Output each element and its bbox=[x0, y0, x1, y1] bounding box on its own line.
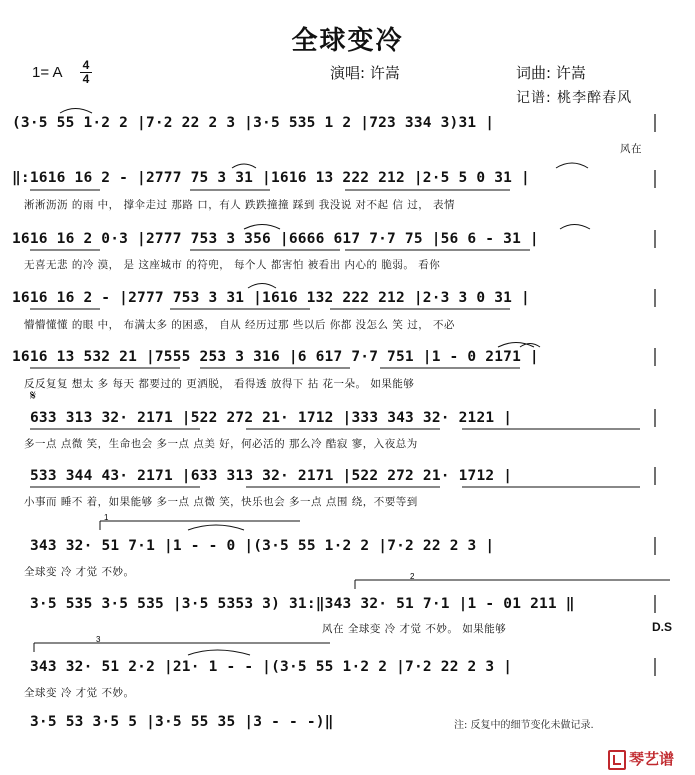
transcriber-credit: 记谱: 桃李醉春风 bbox=[516, 90, 633, 106]
lyrics-row-3: 懵懵懂懂 的眼 中， 布满太多 的困惑， 自从 经历过那 些以后 你都 没怎么 笑 过， 不必 bbox=[24, 319, 456, 331]
singer-credit: 演唱: 许嵩 bbox=[330, 64, 400, 82]
logo-icon bbox=[608, 750, 626, 770]
ds-marker: D.S bbox=[652, 620, 673, 634]
notes-row-6: 633 313 32· 2171 |522 272 21· 1712 |333 343 32· 2121 | bbox=[30, 410, 513, 426]
key-signature: 1= A bbox=[32, 64, 63, 81]
notes-row-1: (3·5 55 1·2 2 |7·2 22 2 3 |3·5 535 1 2 |723 334 3)31 | bbox=[12, 115, 495, 131]
footnote: 注: 反复中的细节变化未做记录. bbox=[454, 720, 594, 731]
lyrics-row-4: 反反复复 想太 多 每天 都要过的 更洒脱， 看得透 放得下 拈 花一朵。 如果能够 bbox=[24, 378, 415, 390]
time-signature-bottom: 4 bbox=[82, 72, 90, 86]
notes-row-7: 533 344 43· 2171 |633 313 32· 2171 |522 272 21· 1712 | bbox=[30, 468, 513, 484]
site-logo bbox=[608, 748, 674, 770]
volta-3 bbox=[34, 643, 330, 652]
lyrics-row-0: 风在 bbox=[620, 143, 642, 155]
volta-1-label: 1 bbox=[104, 513, 109, 522]
composer-credit: 词曲: 许嵩 bbox=[516, 64, 586, 82]
beam-lines bbox=[30, 190, 640, 487]
slur-marks bbox=[60, 109, 590, 656]
volta-2-label: 2 bbox=[410, 572, 415, 581]
volta-1 bbox=[100, 521, 300, 530]
notes-row-8: 343 32· 51 7·1 |1 - - 0 |(3·5 55 1·2 2 |7·2 22 2 3 | bbox=[30, 538, 495, 554]
lyrics-row-7: 全球变 冷 才觉 不妙。 bbox=[24, 566, 135, 578]
volta-2 bbox=[355, 580, 670, 589]
logo-text: 琴艺谱 bbox=[629, 750, 675, 768]
lyrics-row-2: 无喜无悲 的冷 漠， 是 这座城市 的符兜， 每个人 都害怕 被看出 内心的 脆弱。 看你 bbox=[24, 259, 441, 271]
lyrics-row-8: 风在 全球变 冷 才觉 不妙。 如果能够 bbox=[322, 623, 507, 635]
notes-row-9: 3·5 535 3·5 535 |3·5 5353 3) 31:‖343 32· 51 7·1 |1 - 01 211 ‖ bbox=[30, 596, 575, 612]
lyrics-row-6: 小事而 睡不 着，如果能够 多一点 点微 笑，快乐也会 多一点 点围 绕，不要等到 bbox=[24, 496, 418, 508]
time-signature-top: 4 bbox=[82, 58, 90, 72]
song-title: 全球变冷 bbox=[291, 26, 404, 56]
lyrics-row-1: 淅淅沥沥 的雨 中， 撑伞走过 那路 口，有人 跌跌撞撞 踩到 我没说 对不起 信 过， 表情 bbox=[24, 199, 456, 211]
notes-row-11: 3·5 53 3·5 5 |3·5 55 35 |3 - - -)‖ bbox=[30, 714, 334, 730]
notes-row-3: 1616 16 2 0·3 |2777 753 3 356 |6666 617 7·7 75 |56 6 - 31 | bbox=[12, 231, 539, 247]
segno-sign: 𝄋 bbox=[30, 388, 37, 404]
lyrics-row-9: 全球变 冷 才觉 不妙。 bbox=[24, 687, 135, 699]
notes-row-4: 1616 16 2 - |2777 753 3 31 |1616 132 222 212 |2·3 3 0 31 | bbox=[12, 290, 530, 306]
notes-row-10: 343 32· 51 2·2 |21· 1 - - |(3·5 55 1·2 2 |7·2 22 2 3 | bbox=[30, 659, 513, 675]
volta-3-label: 3 bbox=[96, 635, 101, 644]
lyrics-row-5: 多一点 点微 笑，生命也会 多一点 点美 好，何必活的 那么冷 酷寂 寥，入夜总为 bbox=[24, 438, 418, 450]
notes-row-2: ‖:1616 16 2 - |2777 75 3 31 |1616 13 222 212 |2·5 5 0 31 | bbox=[12, 170, 530, 186]
notes-row-5: 1616 13 532 21 |7555 253 3 316 |6 617 7·7 751 |1 - 0 2171 | bbox=[12, 349, 539, 365]
